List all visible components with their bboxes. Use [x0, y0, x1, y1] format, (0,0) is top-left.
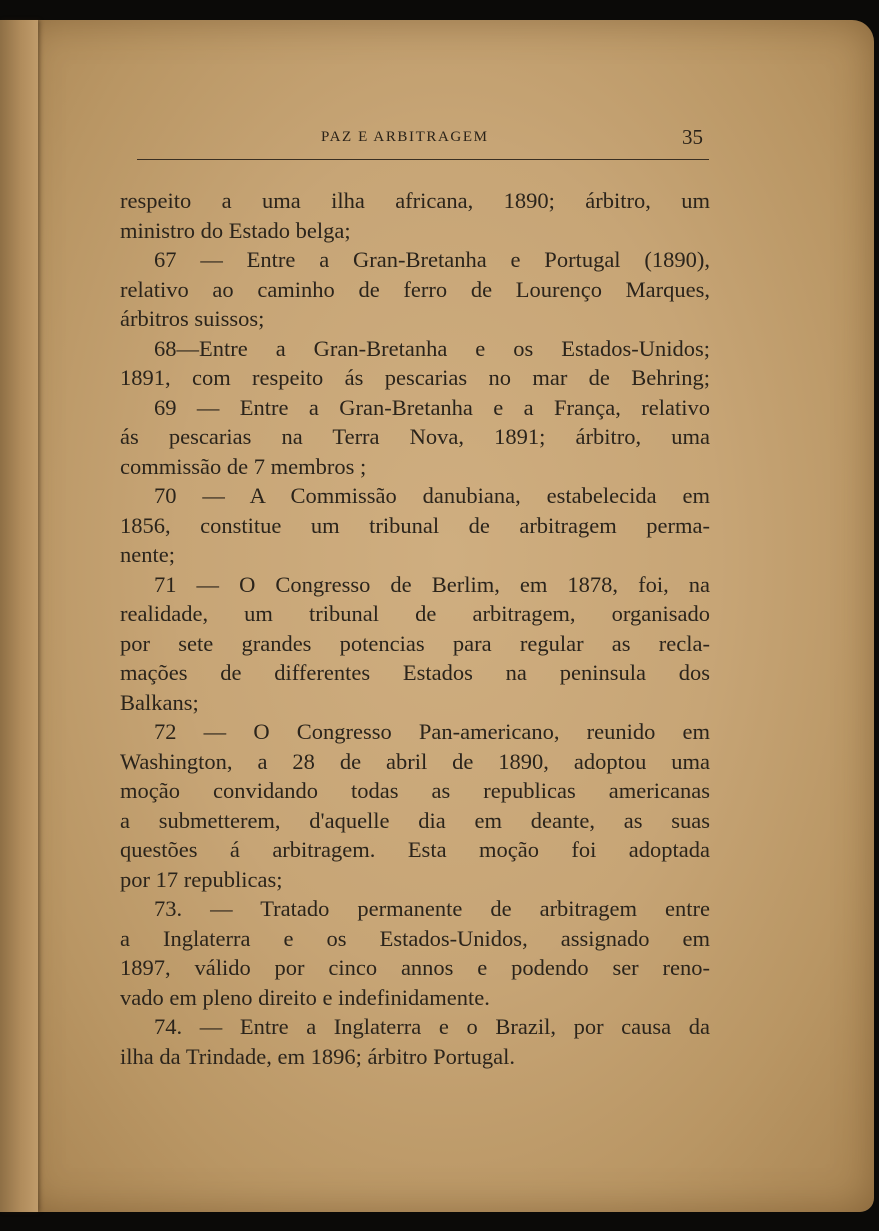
text-line: árbitros suissos;	[120, 306, 265, 331]
text-line: 1897, válido por cinco annos e podendo ser reno-	[120, 955, 710, 980]
text-line: questões á arbitragem. Esta moção foi adoptada	[120, 837, 710, 862]
text-line: por sete grandes potencias para regular as recla-	[120, 630, 710, 656]
text-line: 71 — O Congresso de Berlim, em 1878, foi, na	[154, 571, 710, 597]
text-line: por 17 republicas;	[120, 866, 283, 892]
book-spine-edge	[0, 20, 38, 1212]
text-line: 67 — Entre a Gran-Bretanha e Portugal (1890),	[154, 247, 710, 272]
page-number: 35	[682, 125, 703, 149]
text-line: ilha da Trindade, em 1896; árbitro Portugal.	[120, 1043, 515, 1069]
text-line: 72 — O Congresso Pan-americano, reunido em	[154, 719, 710, 744]
text-line: 68—Entre a Gran-Bretanha e os Estados-Unidos;	[154, 335, 710, 361]
text-line: moção convidando todas as republicas americanas	[120, 778, 710, 803]
text-line: ministro do Estado belga;	[120, 217, 351, 243]
running-title: PAZ E ARBITRAGEM	[321, 129, 489, 145]
text-line: Washington, a 28 de abril de 1890, adoptou uma	[120, 748, 710, 774]
text-line: nente;	[120, 542, 175, 567]
page-header	[137, 125, 709, 161]
text-line: 73. — Tratado permanente de arbitragem entre	[154, 896, 710, 921]
body-text	[120, 186, 710, 1071]
text-line: 69 — Entre a Gran-Bretanha e a França, relativo	[154, 394, 710, 420]
text-line: a Inglaterra e os Estados-Unidos, assignado em	[120, 925, 710, 951]
text-line: mações de differentes Estados na peninsula dos	[120, 660, 710, 685]
text-line: vado em pleno direito e indefinidamente.	[120, 984, 490, 1010]
text-line: commissão de 7 membros ;	[120, 453, 367, 479]
text-line: realidade, um tribunal de arbitragem, organisado	[120, 601, 710, 626]
text-line: 1891, com respeito ás pescarias no mar de Behring;	[120, 365, 710, 390]
text-line: relativo ao caminho de ferro de Lourenço Marques,	[120, 276, 710, 302]
text-line: respeito a uma ilha africana, 1890; árbitro, um	[120, 188, 710, 213]
text-line: 1856, constitue um tribunal de arbitragem perma-	[120, 512, 710, 538]
header-rule	[137, 159, 709, 160]
text-line: 70 — A Commissão danubiana, estabelecida em	[154, 483, 710, 508]
text-line: Balkans;	[120, 689, 199, 715]
text-line: a submetterem, d'aquelle dia em deante, as suas	[120, 807, 710, 833]
text-line: 74. — Entre a Inglaterra e o Brazil, por causa da	[154, 1014, 710, 1039]
text-line: ás pescarias na Terra Nova, 1891; árbitro, uma	[120, 424, 710, 449]
